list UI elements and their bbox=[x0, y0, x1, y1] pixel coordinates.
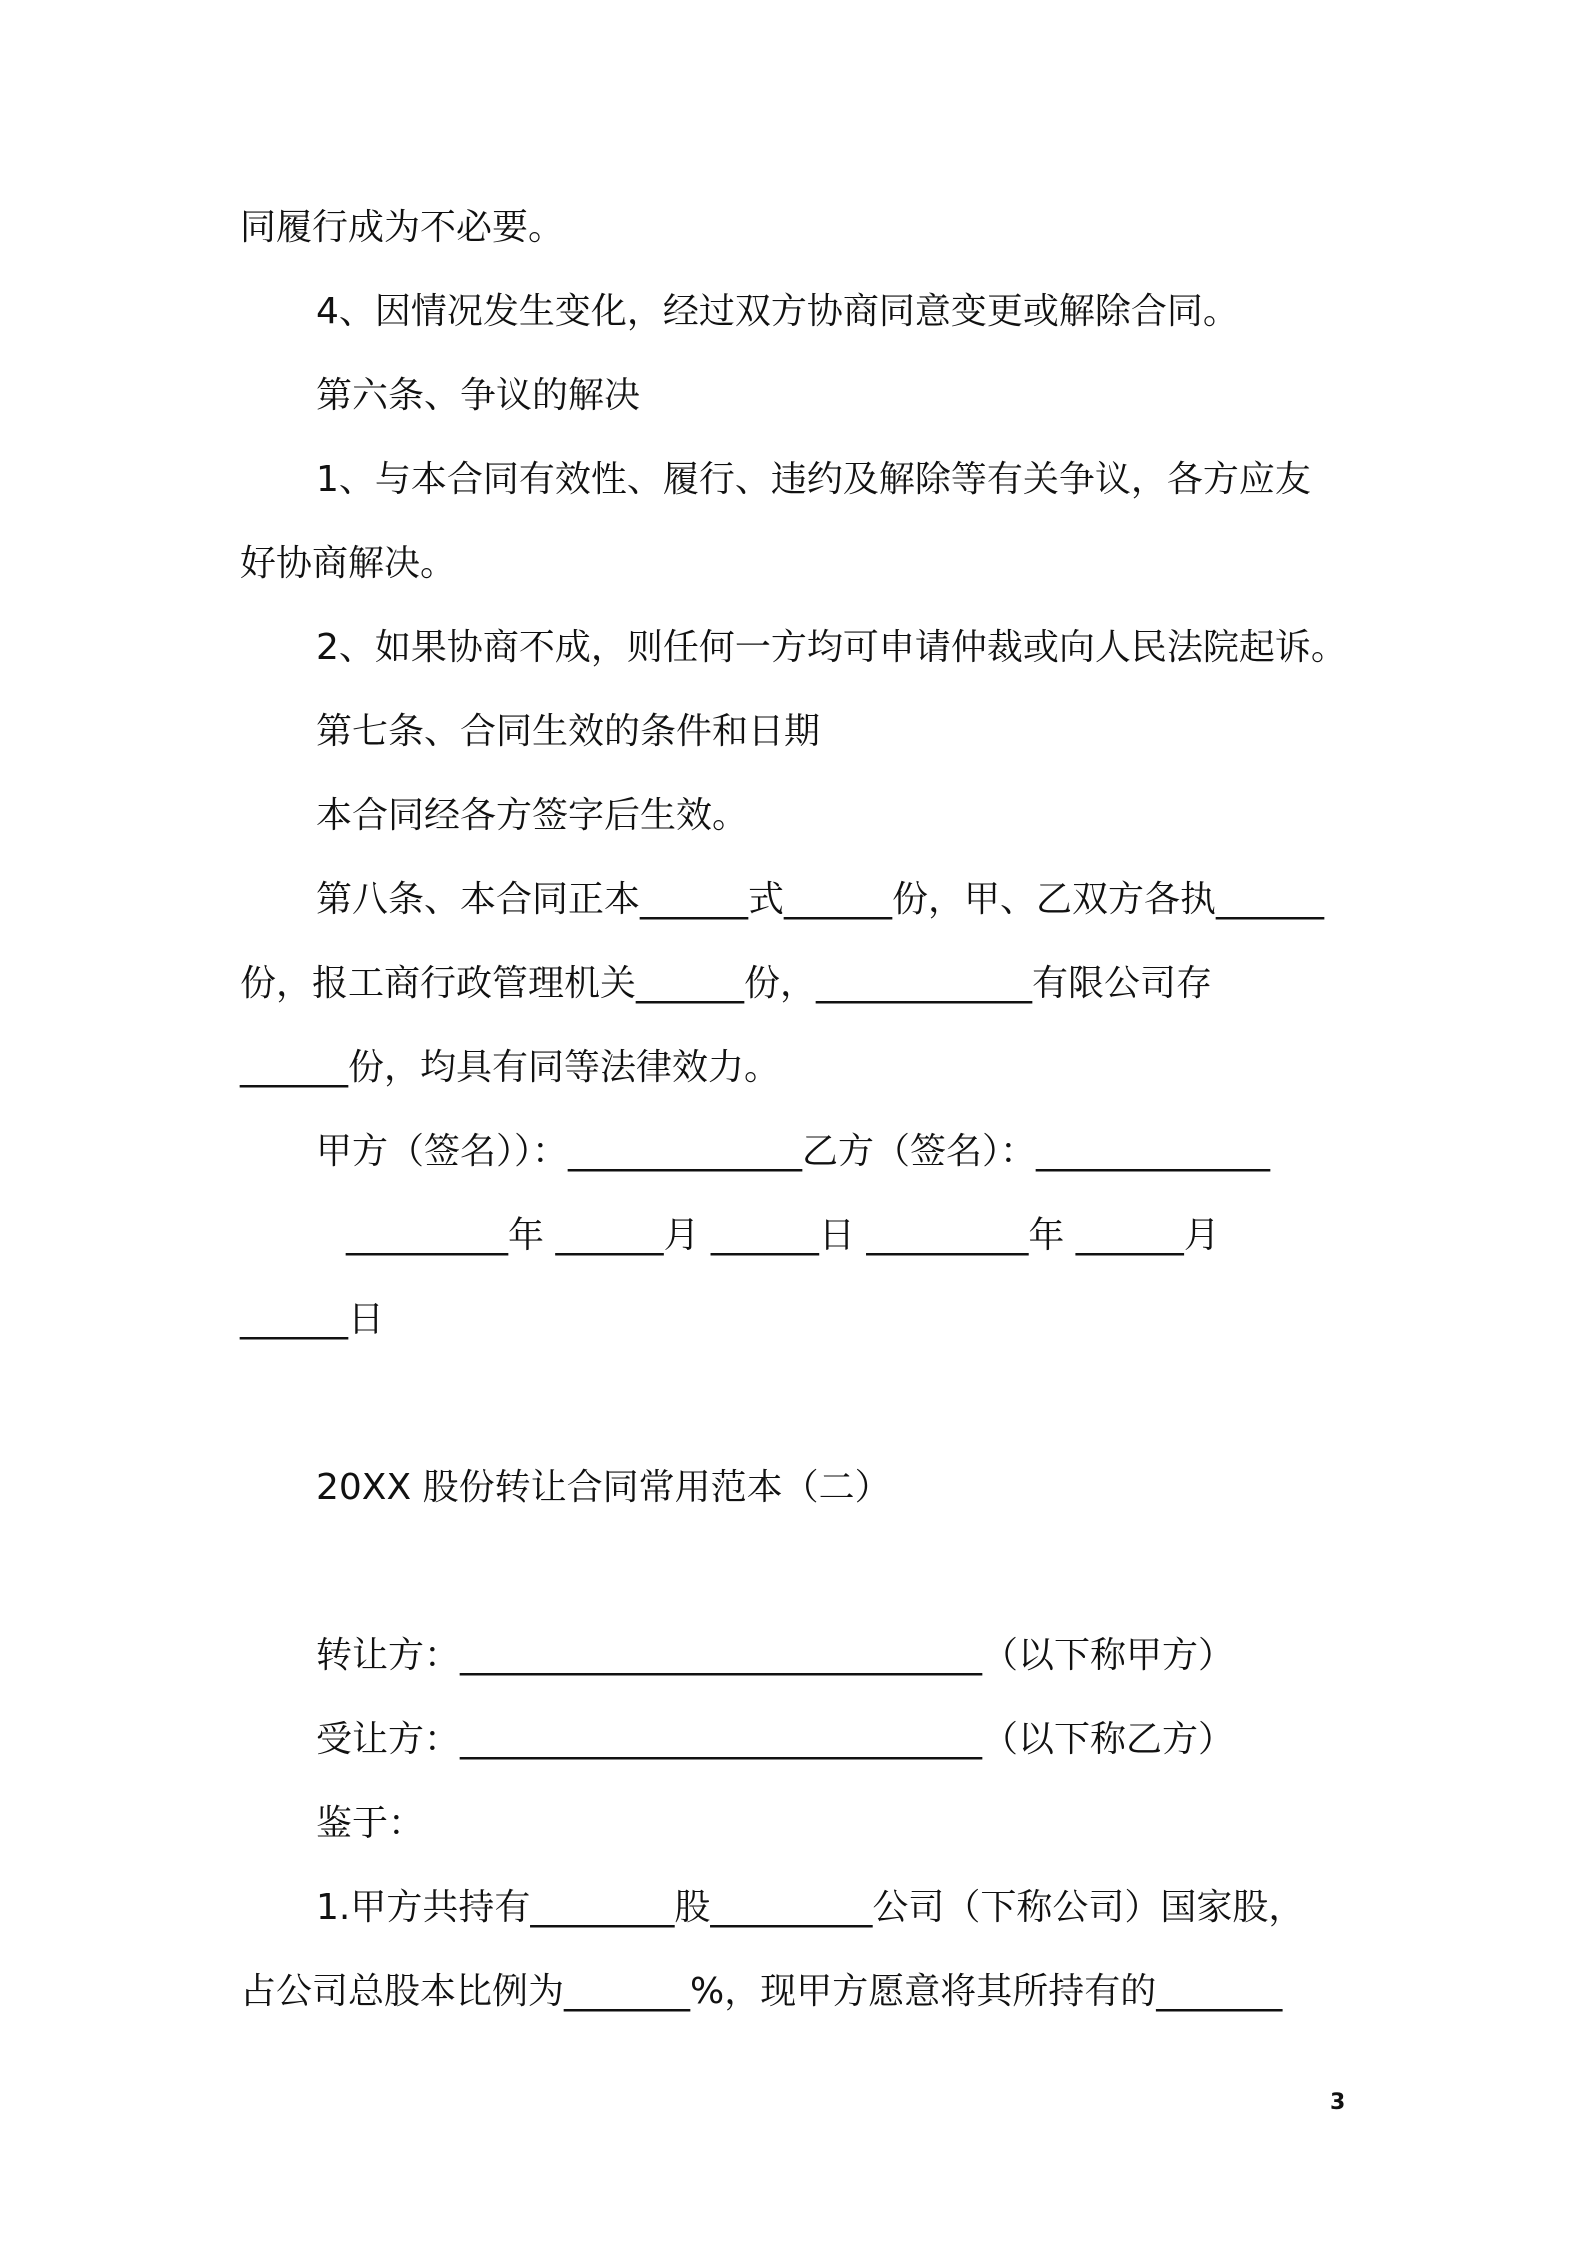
text-line-9: 第八条、本合同正本______式______份，甲、乙双方各执______ bbox=[316, 879, 1325, 920]
text-line-20: 占公司总股本比例为_______%，现甲方愿意将其所持有的_______ bbox=[240, 1971, 1283, 2012]
section-heading-6: 第六条、争议的解决 bbox=[316, 375, 641, 416]
date-line: _________年 ______月 ______日 _________年 ______月 bbox=[346, 1215, 1220, 1256]
text-line-8: 本合同经各方签字后生效。 bbox=[316, 795, 749, 836]
text-line-4: 1、与本合同有效性、履行、违约及解除等有关争议，各方应友 bbox=[316, 459, 1311, 500]
text-line-19: 1.甲方共持有________股_________公司（下称公司）国家股， bbox=[316, 1887, 1305, 1928]
text-line-11: ______份，均具有同等法律效力。 bbox=[240, 1047, 781, 1088]
text-line-10: 份，报工商行政管理机关______份，____________有限公司存 bbox=[240, 963, 1213, 1004]
text-line-5: 好协商解决。 bbox=[240, 543, 457, 584]
document-title: 20XX 股份转让合同常用范本（二） bbox=[316, 1467, 891, 1508]
section-heading-7: 第七条、合同生效的条件和日期 bbox=[316, 711, 821, 752]
whereas-line: 鉴于： bbox=[316, 1803, 425, 1844]
text-line-6: 2、如果协商不成，则任何一方均可申请仲裁或向人民法院起诉。 bbox=[316, 627, 1347, 668]
page-number: 3 bbox=[1330, 2090, 1346, 2115]
transferee-line: 受让方：_____________________________（以下称乙方） bbox=[316, 1719, 1235, 1760]
transferor-line: 转让方：_____________________________（以下称甲方） bbox=[316, 1635, 1235, 1676]
text-line-1: 同履行成为不必要。 bbox=[240, 207, 565, 248]
date-line-end: ______日 bbox=[240, 1299, 385, 1340]
text-line-2: 4、因情况发生变化，经过双方协商同意变更或解除合同。 bbox=[316, 291, 1239, 332]
signature-line: 甲方（签名））：_____________乙方（签名）：_____________ bbox=[316, 1131, 1271, 1172]
